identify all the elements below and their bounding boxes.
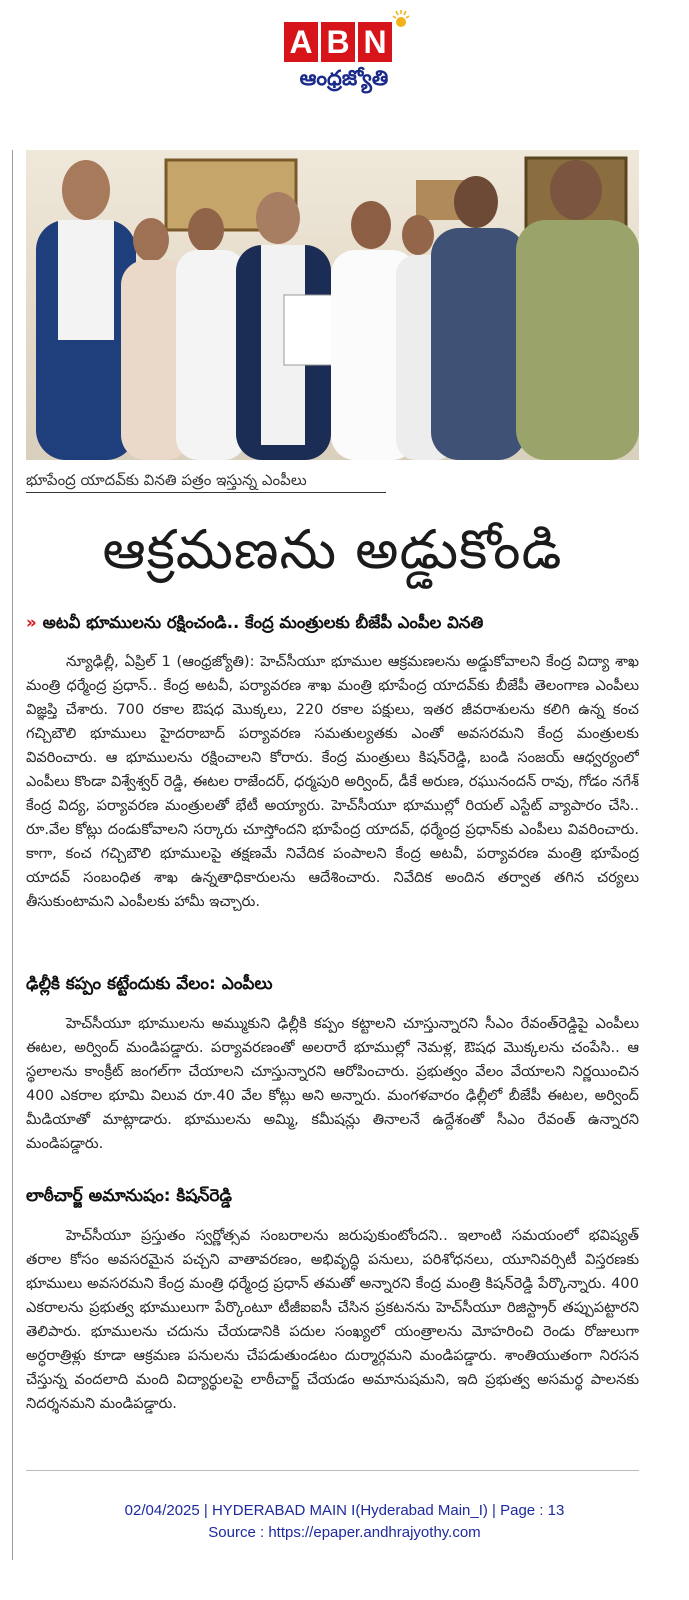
- masthead: [0, 0, 689, 115]
- article-subhead: [26, 608, 639, 638]
- brand-script: ఆంధ్రజ్యోతి: [299, 66, 389, 90]
- photo-caption: భూపేంద్ర యాదవ్‌కు వినతి పత్రం ఇస్తున్న ఎంపీలు: [26, 468, 386, 493]
- bottom-divider: [26, 1470, 639, 1471]
- group-photo-illustration: [26, 150, 639, 460]
- article-headline: ఆక్రమణను అడ్డుకోండి: [102, 518, 563, 581]
- sun-icon: [390, 8, 412, 30]
- footer-edition-info: 02/04/2025 | HYDERABAD MAIN I(Hyderabad Main_I) | Page : 13: [124, 1502, 565, 1519]
- abn-logo[interactable]: [284, 22, 392, 62]
- article-paragraph-2: హెచ్‌సీయూ భూములను అమ్ముకుని ఢిల్లీకి కప్పం కట్టాలని చూస్తున్నారని సీఎం రేవంత్‌రెడ్డిపై ఎంపీలు ఈటల, అర్వింద్ మండిపడ్డారు. పర్యావరణంతో అలరారే భూముల్లో నెమళ్ల, ఔషధ మొక్కలను చంపేసి.. ఆ స్థలాలను కాంక్రీట్ జంగల్‌గా చేయాలని చూస్తున్నారని ఆరోపించారు. ప్రభుత్వం వేలం వేయాలని నిర్ణయించిన 400 ఎకరాల భూమి విలువ రూ.40 వేల కోట్లు అని అన్నారు. మంగళవారం ఢిల్లీలో బీజేపీ ఈటల, అర్వింద్ మీడియాతో మాట్లాడారు. భూములను అమ్మి, కమీషన్లు తినాలనే ఉద్దేశంతో సీఎం రేవంత్ ఉన్నారని మండిపడ్డారు.: [26, 1015, 639, 1152]
- logo-letter-n: N: [358, 22, 392, 62]
- frame-rule: [12, 150, 13, 1560]
- logo-letter-a: A: [284, 22, 318, 62]
- section-heading-2: ఢిల్లీకి కప్పం కట్టేందుకు వేలం: ఎంపీలు: [26, 974, 273, 994]
- section-heading-3: లాఠీచార్జ్ అమానుషం: కిషన్‌రెడ్డి: [26, 1186, 233, 1206]
- double-chevron-icon: »: [26, 613, 37, 632]
- logo-letter-b: B: [321, 22, 355, 62]
- news-photo: [26, 150, 639, 460]
- article-paragraph-1: న్యూఢిల్లీ, ఏప్రిల్ 1 (ఆంధ్రజ్యోతి): హెచ్‌సీయూ భూముల ఆక్రమణలను అడ్డుకోవాలని కేంద్ర విద్యా శాఖ మంత్రి ధర్మేంద్ర ప్రధాన్.. కేంద్ర అటవీ, పర్యావరణ శాఖ మంత్రి భూపేంద్ర యాదవ్‌కు బీజేపీ తెలంగాణ ఎంపీలు విజ్ఞప్తి చేశారు. 700 రకాల ఔషధ మొక్కలు, 220 రకాల పక్షులు, ఇతర జీవరాశులను కలిగి ఉన్న కంచ గచ్చిబౌలి భూములు హైదరాబాద్ పర్యావరణ సమతుల్యతకు ఎంతో అవసరమని కేంద్ర మంత్రులకు వివరించారు. ఆ భూములను రక్షించాలని కోరారు. కేంద్ర మంత్రులు కిషన్‌రెడ్డి, బండి సంజయ్ ఆధ్వర్యంలో ఎంపీలు కొండా విశ్వేశ్వర్ రెడ్డి, ఈటల రాజేందర్, ధర్మపురి అర్వింద్, డీకే అరుణ, రఘునందన్ రావు, గోడం నగేశ్ కేంద్ర విద్య, పర్యావరణ మంత్రులతో భేటీ అయ్యారు. హెచ్‌సీయూ భూముల్లో రియల్ ఎస్టేట్ వ్యాపారం చేసి.. రూ.వేల కోట్లు దండుకోవాలని సర్కారు చూస్తోందని భూపేంద్ర యాదవ్, ధర్మేంద్ర ప్రధాన్‌కు ఎంపీలు వివరించారు. కాగా, కంచ గచ్చిబౌలి భూములపై తక్షణమే నివేదిక పంపాలని కేంద్ర అటవీ, పర్యావరణ మంత్రి భూపేంద్ర యాదవ్ సంబంధిత శాఖ ఉన్నతాధికారులను ఆదేశించారు. నివేదిక అందిన తర్వాత తగిన చర్యలు తీసుకుంటామని ఎంపీలకు హామీ ఇచ్చారు.: [26, 653, 639, 910]
- subhead-text: అటవీ భూములను రక్షించండి.. కేంద్ర మంత్రులకు బీజేపీ ఎంపీల వినతి: [42, 613, 484, 632]
- footer-source-link[interactable]: Source : https://epaper.andhrajyothy.com: [208, 1524, 481, 1541]
- article-paragraph-3: హెచ్‌సీయూ ప్రస్తుతం స్వర్ణోత్సవ సంబరాలను జరుపుకుంటోందని.. ఇలాంటి సమయంలో భవిష్యత్ తరాల కోసం అవసరమైన పచ్చని వాతావరణం, అభివృద్ధి పనులు, పరిశోధనలు, యూనివర్సిటీ విస్తరణకు భూములు అవసరమని కేంద్ర మంత్రి ధర్మేంద్ర ప్రధాన్ తమతో అన్నారని కేంద్ర మంత్రి కిషన్‌రెడ్డి పేర్కొన్నారు. 400 ఎకరాలను ప్రభుత్వ భూములుగా పేర్కొంటూ టీజీఐఐసీ చేసిన ప్రకటనను హెచ్‌సీయూ రిజిస్ట్రార్ తప్పుపట్టారని తెలిపారు. భూములను చదును చేయడానికి పదుల సంఖ్యలో యంత్రాలను మోహరించి రెండు రోజులుగా అర్ధరాత్రిళ్లు కూడా ఆక్రమణ పనులను చేపడుతుండటం దుర్మార్గమని మండిపడ్డారు. శాంతియుతంగా నిరసన చేస్తున్న వందలాది మంది విద్యార్థులపై లాఠీచార్జ్ చేయడం అమానుషమని, ఇది ప్రభుత్వ అసమర్థ పాలనకు నిదర్శనమని మండిపడ్డారు.: [26, 1227, 639, 1412]
